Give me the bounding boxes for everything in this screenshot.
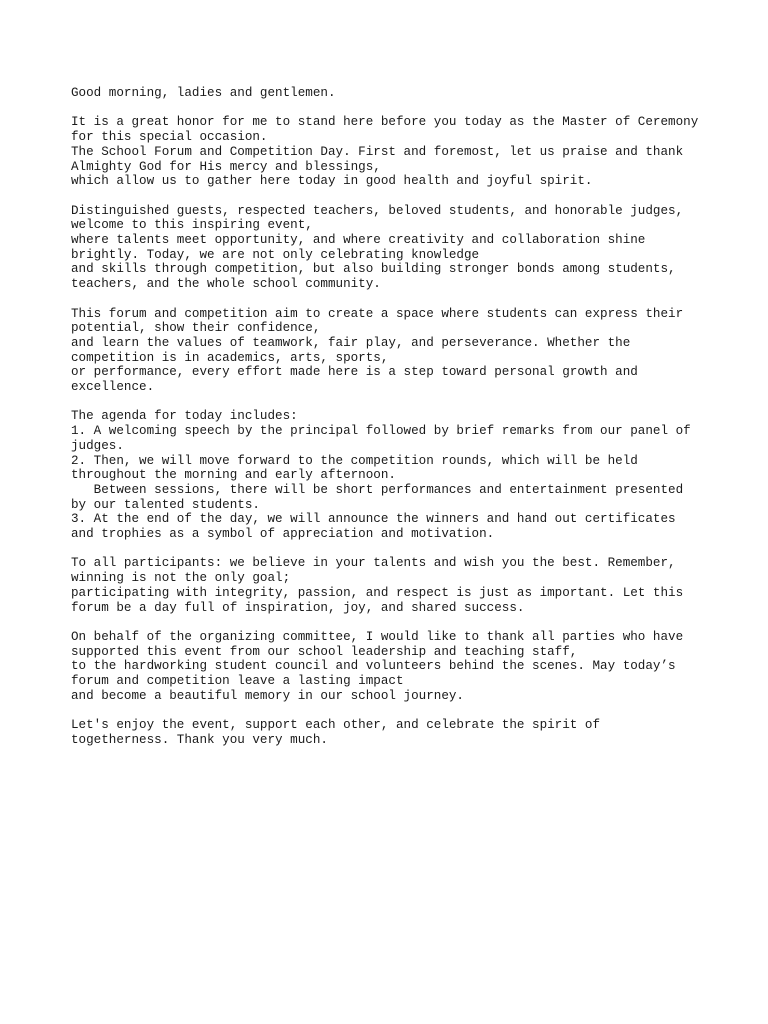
text-line: brightly. Today, we are not only celebrating knowledge bbox=[71, 247, 480, 262]
text-line: On behalf of the organizing committee, I would like to thank all parties who have bbox=[71, 629, 684, 644]
text-line: judges. bbox=[71, 438, 124, 453]
text-line: excellence. bbox=[71, 380, 155, 395]
text-line: or performance, every effort made here is a step toward personal growth and bbox=[71, 365, 638, 380]
paragraph-introduction bbox=[71, 115, 731, 189]
text-line: for this special occasion. bbox=[71, 130, 268, 145]
text-line: This forum and competition aim to create a space where students can express their bbox=[71, 306, 684, 321]
paragraph-welcome bbox=[71, 204, 731, 292]
text-line: Let's enjoy the event, support each other, and celebrate the spirit of bbox=[71, 718, 601, 733]
text-line: by our talented students. bbox=[71, 497, 260, 512]
text-line: The School Forum and Competition Day. First and foremost, let us praise and thank bbox=[71, 144, 684, 159]
text-line: Good morning, ladies and gentlemen. bbox=[71, 86, 336, 100]
text-line: To all participants: we believe in your talents and wish you the best. Remember, bbox=[71, 556, 676, 571]
text-line: togetherness. Thank you very much. bbox=[71, 732, 328, 747]
agenda-item: 3. At the end of the day, we will announce the winners and hand out certificates bbox=[71, 512, 676, 527]
agenda-item: 1. A welcoming speech by the principal followed by brief remarks from our panel of bbox=[71, 424, 691, 439]
text-line: Between sessions, there will be short performances and entertainment presented bbox=[71, 482, 684, 497]
paragraph-participants bbox=[71, 556, 731, 615]
text-line: which allow us to gather here today in good health and joyful spirit. bbox=[71, 174, 593, 189]
text-line: supported this event from our school leadership and teaching staff, bbox=[71, 644, 578, 659]
text-line: and trophies as a symbol of appreciation and motivation. bbox=[71, 527, 495, 542]
document-body bbox=[71, 86, 731, 762]
text-line: and skills through competition, but also building stronger bonds among students, bbox=[71, 262, 676, 277]
text-line: potential, show their confidence, bbox=[71, 321, 321, 336]
text-line: It is a great honor for me to stand here before you today as the Master of Ceremony bbox=[71, 115, 699, 130]
text-line: to the hardworking student council and volunteers behind the scenes. May today’s bbox=[71, 659, 676, 674]
text-line: forum be a day full of inspiration, joy, and shared success. bbox=[71, 600, 525, 615]
agenda-item: 2. Then, we will move forward to the competition rounds, which will be held bbox=[71, 453, 638, 468]
text-line: competition is in academics, arts, sports, bbox=[71, 350, 389, 365]
text-line: where talents meet opportunity, and where creativity and collaboration shine bbox=[71, 233, 646, 247]
text-line: and learn the values of teamwork, fair play, and perseverance. Whether the bbox=[71, 335, 631, 350]
text-line: forum and competition leave a lasting impact bbox=[71, 674, 404, 689]
text-line: welcome to this inspiring event, bbox=[71, 218, 313, 233]
text-line: throughout the morning and early afternoon. bbox=[71, 468, 396, 483]
text-line: Distinguished guests, respected teachers, beloved students, and honorable judges, bbox=[71, 203, 684, 218]
text-line: Almighty God for His mercy and blessings, bbox=[71, 159, 381, 174]
text-line: and become a beautiful memory in our school journey. bbox=[71, 688, 464, 703]
text-line: participating with integrity, passion, and respect is just as important. Let this bbox=[71, 585, 684, 600]
paragraph-agenda bbox=[71, 409, 731, 541]
text-line: winning is not the only goal; bbox=[71, 571, 291, 586]
paragraph-thanks bbox=[71, 630, 731, 704]
text-line: teachers, and the whole school community. bbox=[71, 277, 381, 292]
text-line: The agenda for today includes: bbox=[71, 409, 298, 424]
paragraph-purpose bbox=[71, 307, 731, 395]
paragraph-greeting bbox=[71, 86, 731, 101]
paragraph-closing bbox=[71, 718, 731, 747]
